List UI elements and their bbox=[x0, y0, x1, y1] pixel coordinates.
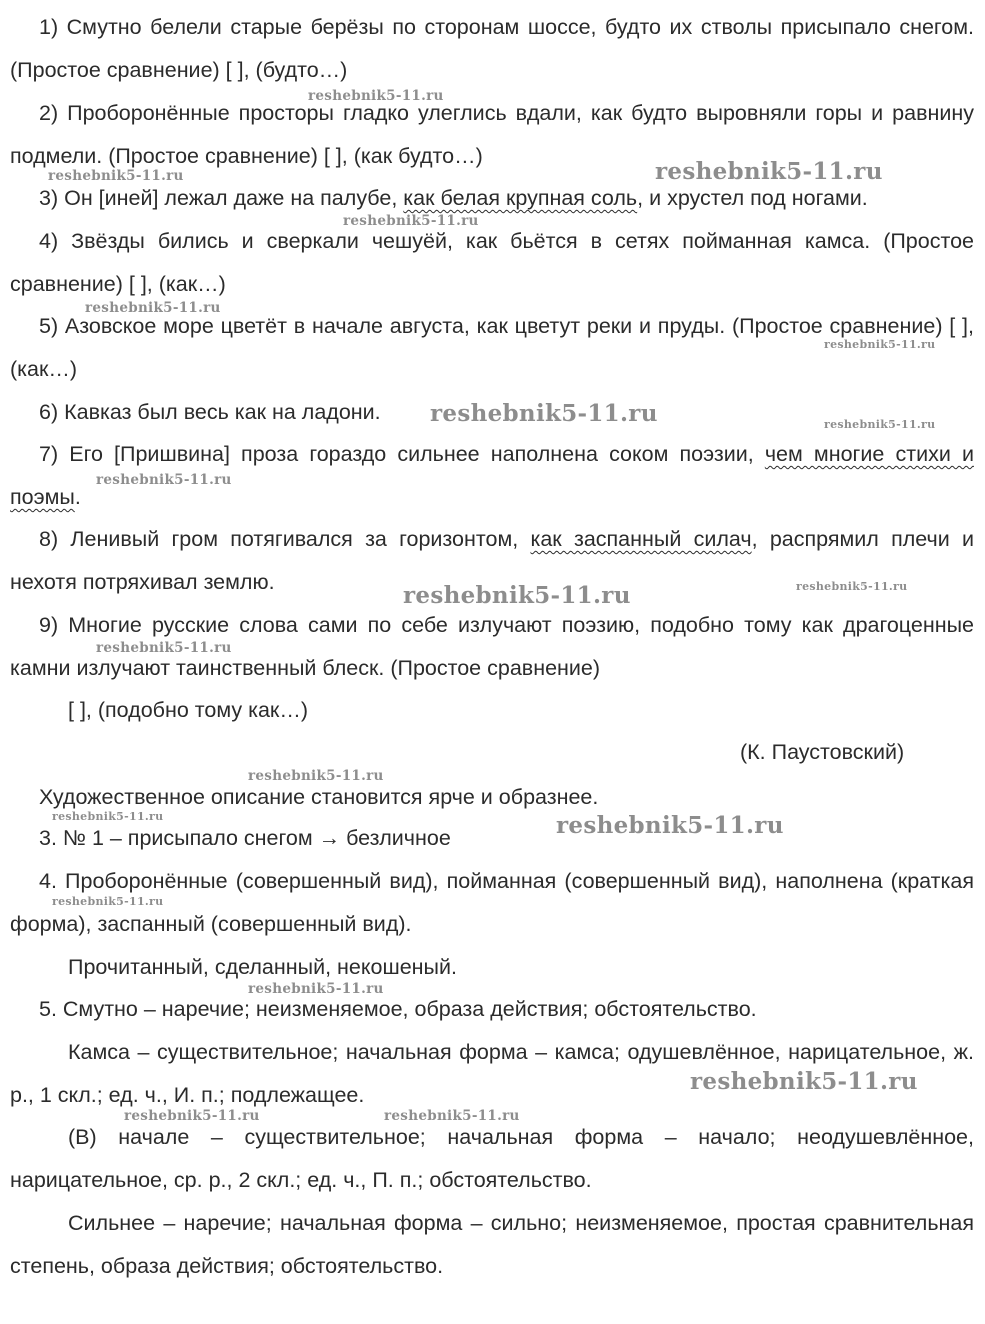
item-3-tail: , и хрустел под ногами. bbox=[637, 186, 868, 210]
item-7-tail: . bbox=[74, 485, 81, 509]
watermark: reshebnik5-11.ru bbox=[403, 582, 631, 609]
answer-5: 5. Смутно – наречие; неизменяемое, образа действия; обстоятельство. bbox=[39, 997, 757, 1021]
watermark: reshebnik5-11.ru bbox=[96, 640, 232, 656]
item-7-text: 7) Его [Пришвина] проза гораздо сильнее наполнена соком поэзии, bbox=[39, 442, 765, 466]
answer-5-nachale: (В) начале – существительное; начальная форма – начало; неодушевлённое, нарицательное, ср. р., 2 скл.; ед. ч., П. п.; обстоятельство. bbox=[10, 1125, 974, 1192]
item-8 bbox=[10, 518, 974, 604]
answer-4-examples: Прочитанный, сделанный, некошеный. bbox=[68, 955, 457, 979]
watermark: reshebnik5-11.ru bbox=[655, 158, 883, 185]
item-8-tail: , распрямил плечи и нехотя потряхивал землю. bbox=[10, 527, 975, 594]
watermark: reshebnik5-11.ru bbox=[52, 810, 164, 823]
item-3-comparison: как белая крупная соль bbox=[403, 186, 638, 210]
item-2: 2) Проборонённые просторы гладко улеглись вдали, как будто выровняли горы и равнину подмели. (Простое сравнение) [ ], (как будто…) bbox=[10, 101, 974, 168]
watermark: reshebnik5-11.ru bbox=[48, 168, 184, 184]
item-7 bbox=[10, 433, 974, 519]
answer-5-kamsa: Камса – существительное; начальная форма – камса; одушевлённое, нарицательное, ж. р., 1 скл.; ед. ч., И. п.; подлежащее. bbox=[10, 1040, 974, 1107]
watermark: reshebnik5-11.ru bbox=[85, 300, 221, 316]
item-4: 4) Звёзды бились и сверкали чешуёй, как бьётся в сетях пойманная камса. (Простое сравнение) [ ], (как…) bbox=[10, 229, 974, 296]
item-1: 1) Смутно белели старые берёзы по сторонам шоссе, будто их стволы присыпало снегом. (Простое сравнение) [ ], (будто…) bbox=[10, 15, 974, 82]
watermark: reshebnik5-11.ru bbox=[556, 812, 784, 839]
item-3 bbox=[10, 177, 974, 220]
author: (К. Паустовский) bbox=[740, 740, 905, 764]
watermark: reshebnik5-11.ru bbox=[248, 768, 384, 784]
answer-2: Художественное описание становится ярче и образнее. bbox=[39, 785, 599, 809]
answer-4: 4. Проборонённые (совершенный вид), пойманная (совершенный вид), наполнена (краткая форма), заспанный (совершенный вид). bbox=[10, 869, 974, 936]
watermark: reshebnik5-11.ru bbox=[124, 1108, 260, 1124]
watermark: reshebnik5-11.ru bbox=[796, 580, 908, 593]
watermark: reshebnik5-11.ru bbox=[824, 418, 936, 431]
watermark: reshebnik5-11.ru bbox=[308, 88, 444, 104]
answer-3: 3. № 1 – присыпало снегом → безличное bbox=[39, 826, 451, 850]
watermark: reshebnik5-11.ru bbox=[690, 1068, 918, 1095]
watermark: reshebnik5-11.ru bbox=[343, 213, 479, 229]
item-7-comparison: чем многие стихи и поэмы bbox=[10, 442, 974, 509]
item-9: 9) Многие русские слова сами по себе излучают поэзию, подобно тому как драгоценные камни излучают таинственный блеск. (Простое сравнение) bbox=[10, 613, 974, 680]
watermark: reshebnik5-11.ru bbox=[52, 895, 164, 908]
item-6: 6) Кавказ был весь как на ладони. bbox=[39, 400, 381, 424]
watermark: reshebnik5-11.ru bbox=[824, 338, 936, 351]
item-9-scheme: [ ], (подобно тому как…) bbox=[68, 698, 308, 722]
item-5: 5) Азовское море цветёт в начале августа, как цветут реки и пруды. (Простое сравнение) [ ], (как…) bbox=[10, 314, 974, 381]
item-3-text: 3) Он [иней] лежал даже на палубе, bbox=[39, 186, 404, 210]
watermark: reshebnik5-11.ru bbox=[96, 472, 232, 488]
item-8-text: 8) Ленивый гром потягивался за горизонтом, bbox=[39, 527, 531, 551]
watermark: reshebnik5-11.ru bbox=[248, 981, 384, 997]
answer-5-silnee: Сильнее – наречие; начальная форма – сильно; неизменяемое, простая сравнительная степень, образа действия; обстоятельство. bbox=[10, 1211, 974, 1278]
item-8-comparison: как заспанный силач bbox=[530, 527, 752, 551]
watermark: reshebnik5-11.ru bbox=[384, 1108, 520, 1124]
watermark: reshebnik5-11.ru bbox=[430, 400, 658, 427]
